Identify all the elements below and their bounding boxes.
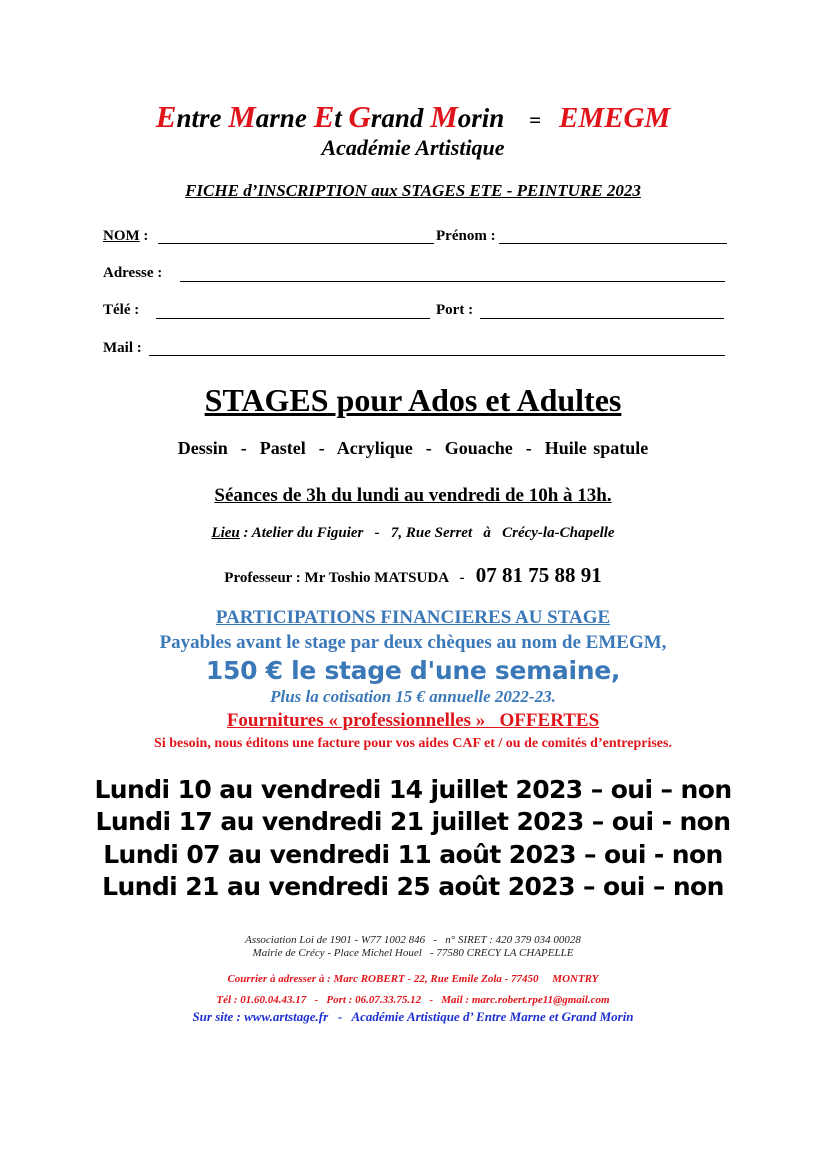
port-label: Port : <box>436 302 474 318</box>
techniques-list: Dessin - Pastel - Acrylique - Gouache - Huile spatule <box>177 438 649 458</box>
nom-label: NOM : <box>103 228 149 244</box>
subtitle: Académie Artistique <box>321 135 505 160</box>
footer-mairie: Mairie de Crécy - Place Michel Houel - 77580 CRECY LA CHAPELLE <box>252 947 574 959</box>
seances-info: Séances de 3h du lundi au vendredi de 10h à 13h. <box>214 485 612 506</box>
adresse-field[interactable] <box>180 281 725 282</box>
lieu-info: Lieu : Atelier du Figuier - 7, Rue Serret à Crécy-la-Chapelle <box>211 525 615 541</box>
mail-field[interactable] <box>149 355 725 356</box>
week-option[interactable]: Lundi 10 au vendredi 14 juillet 2023 – oui – non <box>94 775 732 804</box>
price-info: 150 € le stage d'une semaine, <box>205 656 621 685</box>
tele-field[interactable] <box>156 318 430 319</box>
prenom-label: Prénom : <box>436 228 496 244</box>
prenom-field[interactable] <box>499 243 727 244</box>
week-option[interactable]: Lundi 21 au vendredi 25 août 2023 – oui – non <box>102 872 724 901</box>
facture-info: Si besoin, nous éditons une facture pour vos aides CAF et / ou de comités d’entreprises. <box>154 736 672 751</box>
week-option[interactable]: Lundi 17 au vendredi 21 juillet 2023 – oui - non <box>95 807 731 836</box>
footer-association: Association Loi de 1901 - W77 1002 846 - n° SIRET : 420 379 034 00028 <box>245 934 581 946</box>
payables-info: Payables avant le stage par deux chèques au nom de EMEGM, <box>159 632 667 653</box>
form-title: FICHE d’INSCRIPTION aux STAGES ETE - PEINTURE 2023 <box>185 181 641 200</box>
footer-courrier: Courrier à adresser à : Marc ROBERT - 22, Rue Emile Zola - 77450 MONTRY <box>227 973 599 985</box>
port-field[interactable] <box>480 318 724 319</box>
footer-site-link[interactable]: Sur site : www.artstage.fr - Académie Artistique d’ Entre Marne et Grand Morin <box>192 1009 634 1024</box>
mail-label: Mail : <box>103 340 142 356</box>
nom-field[interactable] <box>158 243 434 244</box>
tele-label: Télé : <box>103 302 140 318</box>
footer-contacts: Tél : 01.60.04.43.17 - Port : 06.07.33.75.12 - Mail : marc.robert.rpe11@gmail.com <box>216 994 610 1006</box>
stages-heading: STAGES pour Ados et Adultes <box>204 382 622 418</box>
cotisation-info: Plus la cotisation 15 € annuelle 2022-23. <box>270 687 556 706</box>
acronym: EMEGM <box>559 102 671 134</box>
professeur-info: Professeur : Mr Toshio MATSUDA - 07 81 75 88 91 <box>224 563 602 587</box>
professeur-phone: 07 81 75 88 91 <box>475 563 602 587</box>
week-option[interactable]: Lundi 07 au vendredi 11 août 2023 – oui - non <box>103 840 723 869</box>
equals-sign: = <box>529 108 542 132</box>
fournitures-info: Fournitures « professionnelles » OFFERTES <box>226 710 600 731</box>
finance-heading: PARTICIPATIONS FINANCIERES AU STAGE <box>215 607 611 628</box>
adresse-label: Adresse : <box>103 265 163 281</box>
page-title: Entre Marne Et Grand Morin = EMEGM <box>155 99 671 134</box>
